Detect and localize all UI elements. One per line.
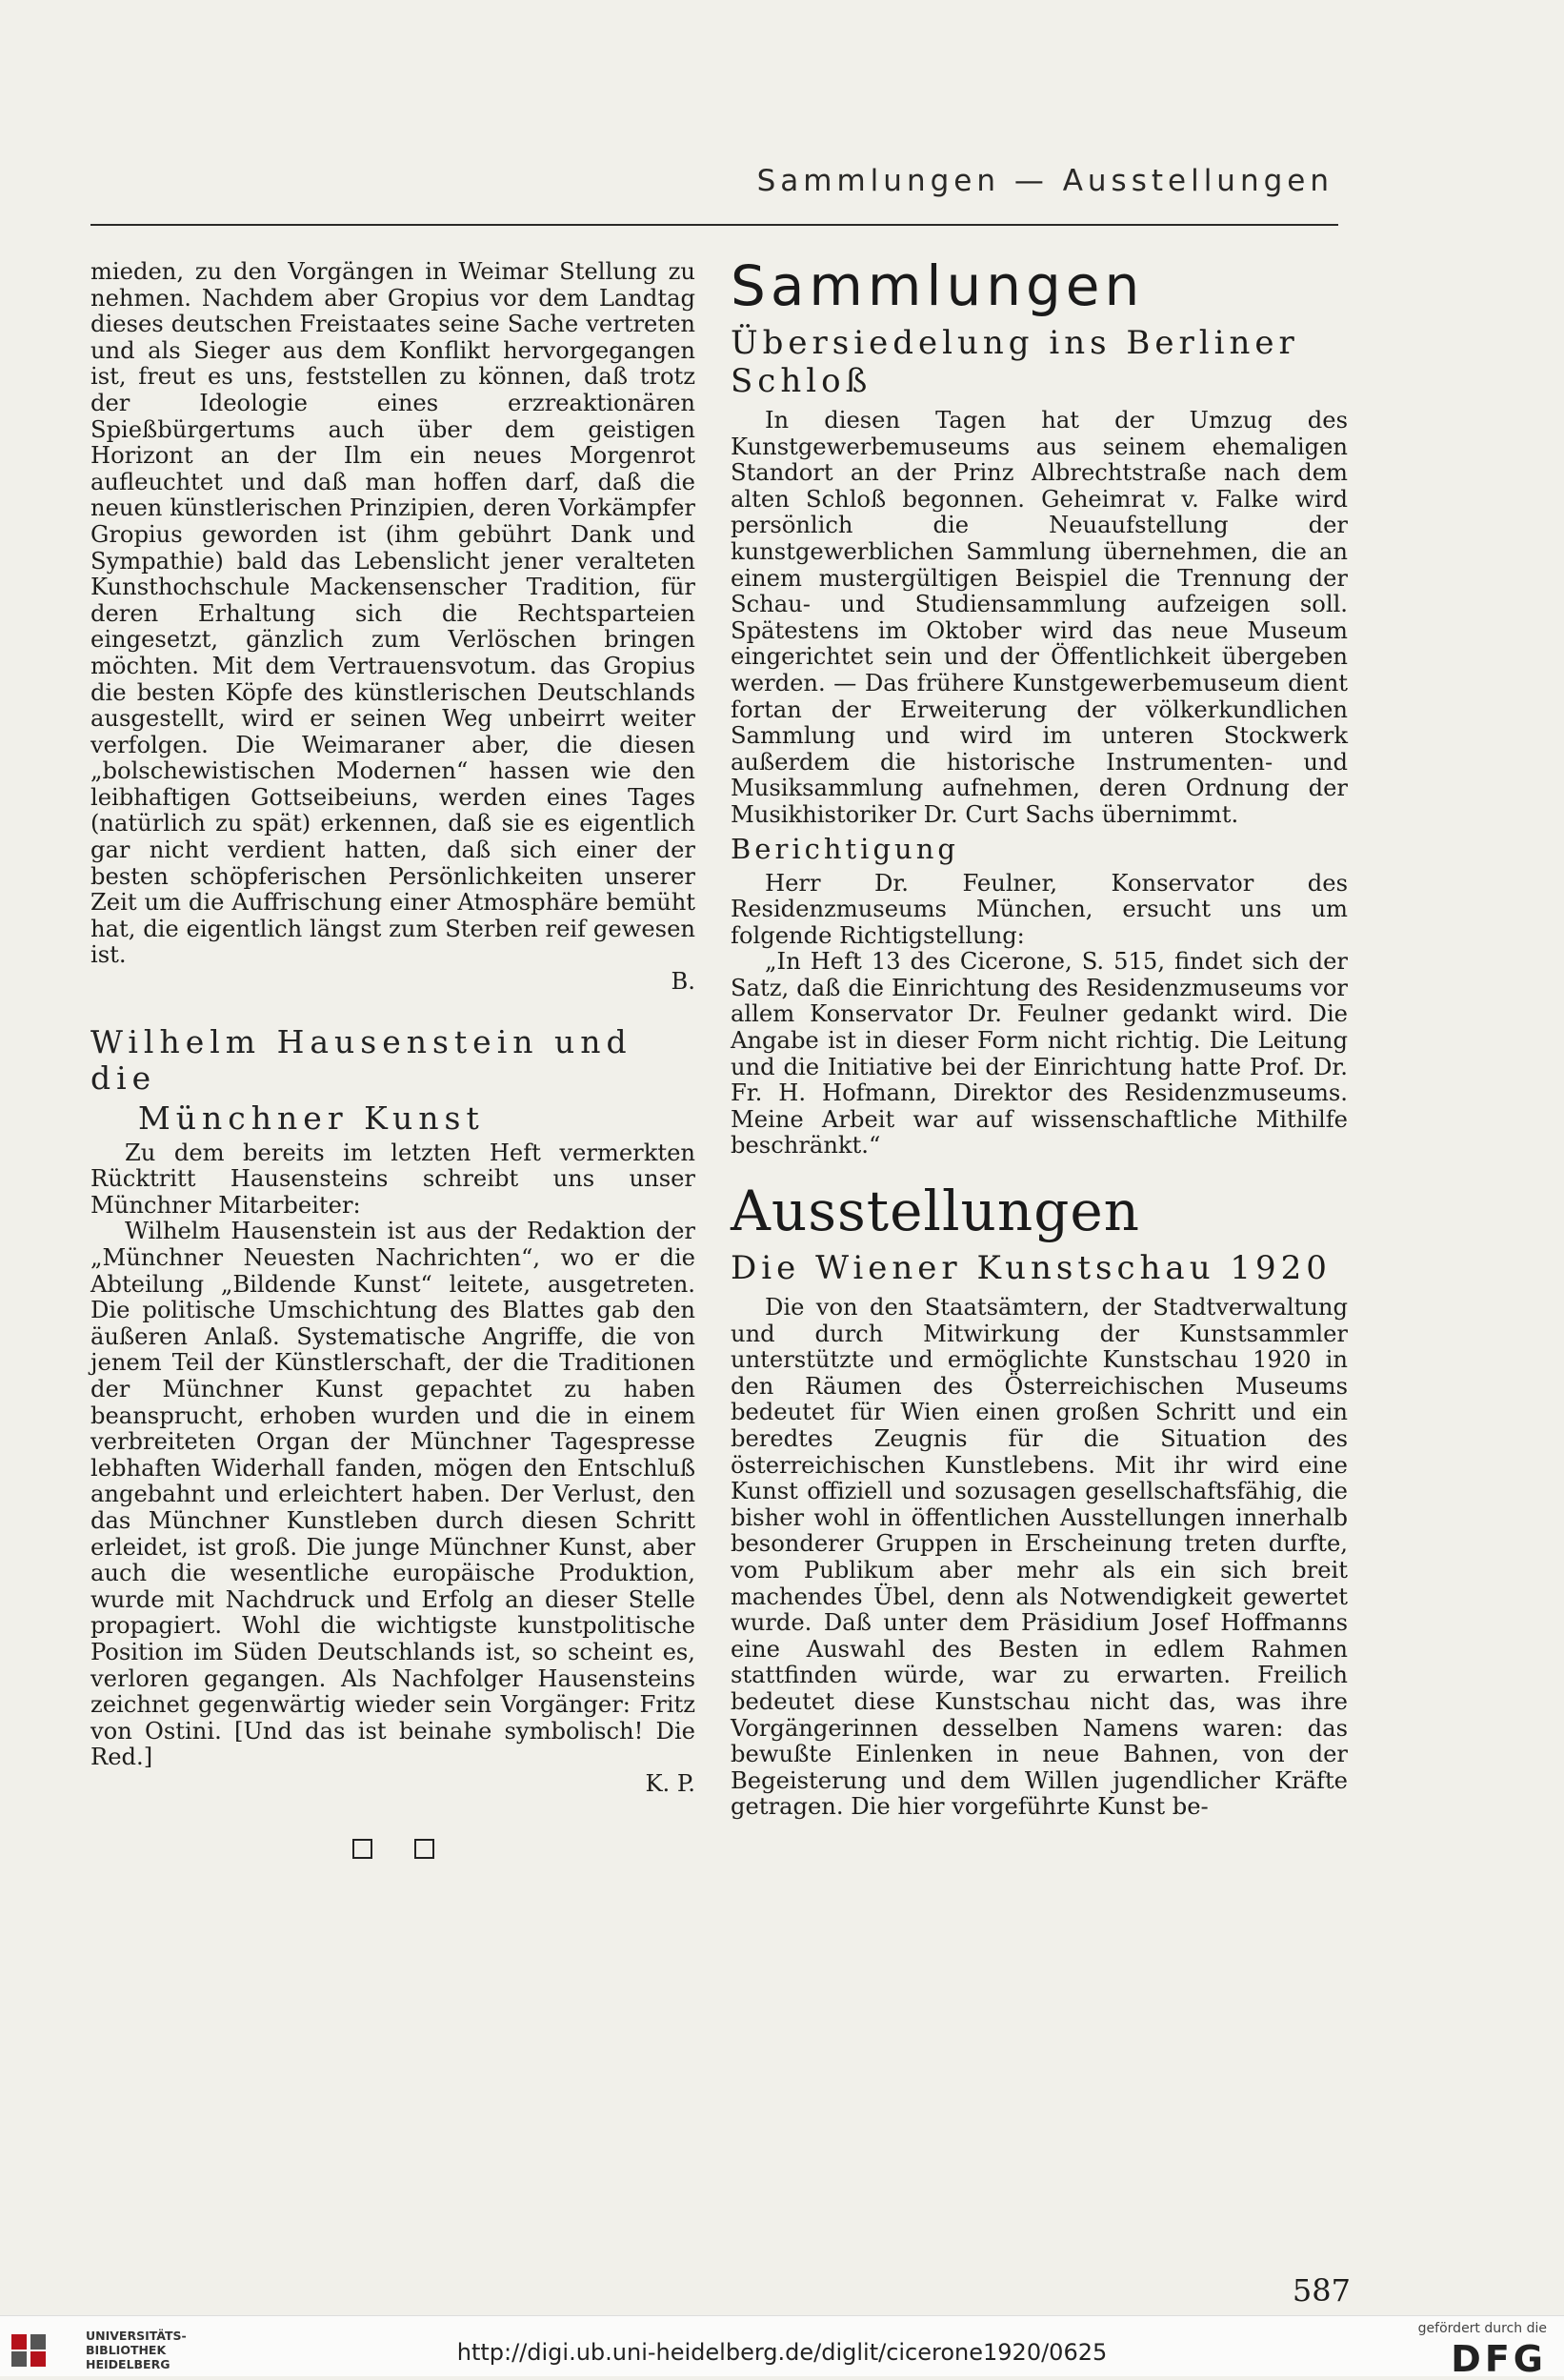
- running-header: Sammlungen — Ausstellungen: [756, 164, 1333, 198]
- left-paragraph-intro: Zu dem bereits im letzten Heft vermerkten Rücktritt Hausensteins schreibt uns unser Münchner Mitarbeiter:: [90, 1139, 695, 1219]
- heading-hausenstein: Wilhelm Hausenstein und die: [90, 1022, 632, 1097]
- signature-kp: K. P.: [645, 1769, 695, 1797]
- end-ornament: [90, 1839, 695, 1859]
- signature-b: B.: [671, 968, 695, 996]
- right-column: [731, 255, 1348, 1821]
- paragraph-umzug: In diesen Tagen hat der Umzug des Kunstgewerbemuseums aus seinem ehemaligen Standort an der Prinz Albrechtstraße nach dem alten Schloß begonnen. Geheimrat v. Falke wird persönlich die Neuaufstellung der kunstgewerblichen Sammlung übernehmen, die an einem mustergültigen Beispiel die Trennung der Schau- und Studiensammlung aufzeigen soll. Spätestens im Oktober wird das neue Museum eingerichtet sein und der Öffentlichkeit übergeben werden. — Das frühere Kunstgewerbemuseum dient fortan der Erweiterung der völkerkundlichen Sammlung und wird im unteren Stockwerk außerdem die historische Instrumenten- und Musiksammlung aufnehmen, deren Ordnung der Musikhistoriker Dr. Curt Sachs übernimmt.: [731, 407, 1348, 828]
- dfg-logo: DFG: [1451, 2338, 1547, 2380]
- left-column: [90, 259, 695, 1859]
- signature-line-kp: [90, 1771, 695, 1798]
- section-title-ausstellungen: Ausstellungen: [731, 1179, 1141, 1244]
- institution-line-1: UNIVERSITÄTS-: [86, 2329, 187, 2343]
- sponsor-text: gefördert durch die: [1417, 2321, 1547, 2336]
- subheading-kunstschau: Die Wiener Kunstschau 1920: [731, 1249, 1332, 1288]
- section-title-sammlungen: Sammlungen: [731, 253, 1145, 318]
- header-rule: [90, 224, 1338, 226]
- paragraph-kunstschau: Die von den Staatsämtern, der Stadtverwaltung und durch Mitwirkung der Kunstsammler unterstützte und ermöglichte Kunstschau 1920 in den Räumen des Österreichischen Museums bedeutet für Wien einen großen Schritt und ein beredtes Zeugnis für die Situation des österreichischen Kunstlebens. Mit ihr wird eine Kunst offiziell und sozusagen gesellschaftsfähig, die bisher wohl in öffentlichen Ausstellungen innerhalb besonderer Gruppen in Erscheinung treten durfte, vom Publikum aber mehr als ein sich breit machendes Übel, denn als Notwendigkeit gewertet wurde. Daß unter dem Präsidium Josef Hoffmanns eine Auswahl des Besten in edlem Rahmen stattfinden würde, war zu erwarten. Freilich bedeutet diese Kunstschau nicht das, was ihre Vorgängerinnen desselben Namens waren: das bewußte Einlenken in neue Bahnen, von der Begeisterung und dem Willen jugendlicher Kräfte getragen. Die hier vorgeführte Kunst be-: [731, 1294, 1348, 1821]
- paragraph-feulner: Herr Dr. Feulner, Konservator des Residenzmuseums München, ersucht uns um folgende Richtigstellung:: [731, 869, 1348, 949]
- square-ornament-icon: [352, 1839, 372, 1859]
- signature-line: [90, 969, 695, 996]
- digital-library-url[interactable]: http://digi.ub.uni-heidelberg.de/diglit/cicerone1920/0625: [456, 2339, 1108, 2366]
- subheading-uebersiedelung: Übersiedelung ins Berliner Schloß: [731, 324, 1299, 400]
- left-paragraph-hausenstein: Wilhelm Hausenstein ist aus der Redaktion der „Münchner Neuesten Nachrichten“, wo er die Abteilung „Bildende Kunst“ leitete, ausgetreten. Die politische Umschichtung des Blattes gab den äußeren Anlaß. Systematische Angriffe, die von jenem Teil der Künstlerschaft, der die Traditionen der Münchner Kunst gepachtet zu haben beansprucht, erhoben wurden und die in einem verbreiteten Organ der Münchner Tagespresse lebhaften Widerhall fanden, mögen den Entschluß angebahnt und erleichtert haben. Der Verlust, den das Münchner Kunstleben durch diesen Schritt erleidet, ist groß. Die junge Münchner Kunst, aber auch die wesentliche europäische Produktion, wurde mit Nachdruck und Erfolg an dieser Stelle propagiert. Wohl die wichtigste kunstpolitische Position im Süden Deutschlands ist, so scheint es, verloren gegangen. Als Nachfolger Hausensteins zeichnet gegenwärtig wieder sein Vorgänger: Fritz von Ostini. [Und das ist beinahe symbolisch! Die Red.]: [90, 1218, 695, 1771]
- square-ornament-icon: [414, 1839, 434, 1859]
- subheading-berichtigung: Berichtigung: [731, 832, 959, 865]
- paragraph-quote: „In Heft 13 des Cicerone, S. 515, findet sich der Satz, daß die Einrichtung des Residenzmuseums vor allem Konservator Dr. Feulner gedankt wird. Die Angabe ist in dieser Form nicht richtig. Die Leitung und die Initiative bei der Einrichtung hatte Prof. Dr. Fr. H. Hofmann, Direktor des Residenzmuseums. Meine Arbeit war auf wissenschaftliche Mithilfe beschränkt.“: [731, 948, 1348, 1160]
- page-number: 587: [1292, 2272, 1351, 2309]
- institution-line-2: BIBLIOTHEK: [86, 2343, 167, 2357]
- heading-muenchner-kunst: Münchner Kunst: [138, 1099, 485, 1137]
- institution-line-3: HEIDELBERG: [86, 2357, 170, 2371]
- left-paragraph-gropius: mieden, zu den Vorgängen in Weimar Stellung zu nehmen. Nachdem aber Gropius vor dem Landtag dieses deutschen Freistaates seine Sache vertreten und als Sieger aus dem Konflikt hervorgegangen ist, freut es uns, feststellen zu können, daß trotz der Ideologie eines erzreaktionären Spießbürgertums auch über dem geistigen Horizont an der Ilm ein neues Morgenrot aufleuchtet und daß man hoffen darf, daß die neuen künstlerischen Prinzipien, deren Vorkämpfer Gropius geworden ist (ihm gebührt Dank und Sympathie) bald das Lebenslicht jener veralteten Kunsthochschule Mackensenscher Tradition, für deren Erhaltung sich die Rechtsparteien eingesetzt, gänzlich zum Verlöschen bringen möchten. Mit dem Vertrauensvotum. das Gropius die besten Köpfe des künstlerischen Deutschlands ausgestellt, wird er seinen Weg unbeirrt weiter verfolgen. Die Weimaraner aber, die diesen „bolschewistischen Modernen“ hassen wie den leibhaftigen Gottseibeiuns, werden eines Tages (natürlich zu spät) erkennen, daß sie es eigentlich gar nicht verdient hatten, daß sich einer der besten schöpferischen Persönlichkeiten unserer Zeit um die Auffrischung einer Atmosphäre bemüht hat, die eigentlich längst zum Sterben reif gewesen ist.: [90, 258, 695, 969]
